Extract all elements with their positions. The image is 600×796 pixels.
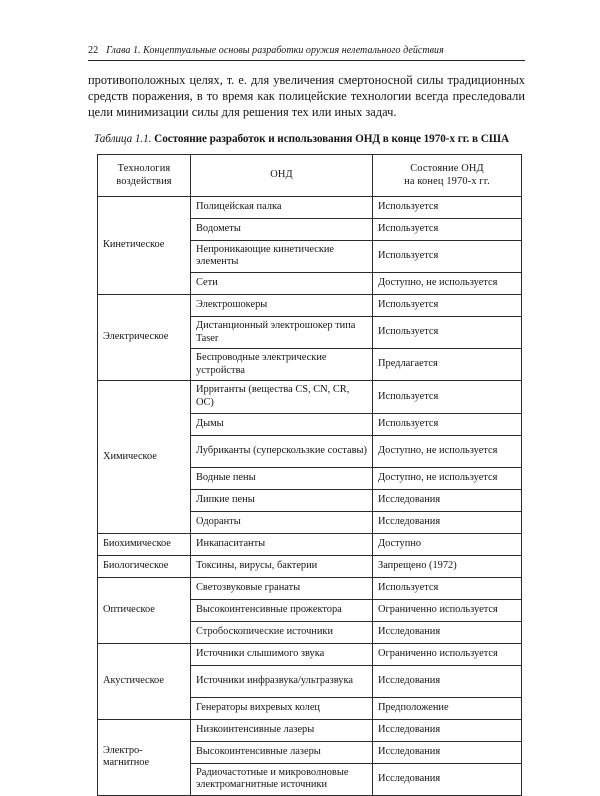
- table-title: Состояние разработок и использования ОНД в конце 1970-х гг. в США: [154, 132, 509, 145]
- category-cell: Биохимическое: [98, 533, 191, 555]
- state-cell: Доступно, не используется: [373, 467, 522, 489]
- state-cell: Исследования: [373, 763, 522, 795]
- table-header-row: [98, 154, 522, 196]
- state-cell: Доступно, не используется: [373, 435, 522, 467]
- ond-cell: Липкие пены: [191, 489, 373, 511]
- chapter-title: Глава 1. Концептуальные основы разработки оружия нелетального действия: [106, 45, 444, 56]
- ond-cell: Светозвуковые гранаты: [191, 577, 373, 599]
- state-cell: Доступно, не используется: [373, 272, 522, 294]
- state-cell: Исследования: [373, 741, 522, 763]
- ond-cell: Дистанционный электрошокер типа Taser: [191, 316, 373, 348]
- header-rule: [88, 60, 525, 61]
- ond-cell: Токсины, вирусы, бактерии: [191, 555, 373, 577]
- ond-cell: Лубриканты (суперскользкие составы): [191, 435, 373, 467]
- table-row: [98, 196, 522, 218]
- category-cell: Химическое: [98, 381, 191, 533]
- table-row: [98, 381, 522, 413]
- ond-cell: Высокоинтенсивные прожектора: [191, 599, 373, 621]
- state-cell: Используется: [373, 577, 522, 599]
- state-cell: Исследования: [373, 719, 522, 741]
- header-state-line2: на конец 1970-х гг.: [404, 175, 490, 187]
- state-cell: Используется: [373, 294, 522, 316]
- ond-status-table: [97, 154, 522, 796]
- category-cell: Биологическое: [98, 555, 191, 577]
- ond-cell: Низкоинтенсивные лазеры: [191, 719, 373, 741]
- state-cell: Ограниченно используется: [373, 643, 522, 665]
- state-cell: Используется: [373, 218, 522, 240]
- state-cell: Доступно: [373, 533, 522, 555]
- ond-cell: Полицейская палка: [191, 196, 373, 218]
- table-row: [98, 643, 522, 665]
- ond-cell: Дымы: [191, 413, 373, 435]
- header-technology: [98, 154, 191, 196]
- category-cell: Электрическое: [98, 294, 191, 380]
- ond-cell: Водометы: [191, 218, 373, 240]
- state-cell: Используется: [373, 413, 522, 435]
- table-row: [98, 719, 522, 741]
- table-row: [98, 533, 522, 555]
- ond-cell: Электрошокеры: [191, 294, 373, 316]
- header-technology-line2: воздействия: [116, 175, 172, 187]
- state-cell: Ограниченно используется: [373, 599, 522, 621]
- table-caption: [94, 132, 522, 147]
- ond-cell: Источники слышимого звука: [191, 643, 373, 665]
- header-technology-line1: Технология: [117, 162, 171, 174]
- table-body: [98, 196, 522, 795]
- state-cell: Предположение: [373, 697, 522, 719]
- state-cell: Исследования: [373, 511, 522, 533]
- state-cell: Используется: [373, 316, 522, 348]
- body-paragraph: [88, 72, 525, 120]
- state-cell: Исследования: [373, 489, 522, 511]
- state-cell: Исследования: [373, 665, 522, 697]
- table-container: [97, 154, 521, 796]
- table-row: [98, 294, 522, 316]
- table-head: [98, 154, 522, 196]
- state-cell: Используется: [373, 381, 522, 413]
- header-ond: ОНД: [191, 154, 373, 196]
- category-cell: Оптическое: [98, 577, 191, 643]
- ond-cell: Высокоинтенсивные лазеры: [191, 741, 373, 763]
- header-state: [373, 154, 522, 196]
- ond-cell: Инкапаситанты: [191, 533, 373, 555]
- ond-cell: Стробоскопические источники: [191, 621, 373, 643]
- ond-cell: Генераторы вихревых колец: [191, 697, 373, 719]
- ond-cell: Беспроводные электрические устройства: [191, 349, 373, 381]
- state-cell: Запрещено (1972): [373, 555, 522, 577]
- ond-cell: Водные пены: [191, 467, 373, 489]
- category-cell: Акустическое: [98, 643, 191, 719]
- paragraph-text: противоположных целях, т. е. для увеличения смертоносной силы традиционных средств поражения, в то время как полицейские технологии всегда преследовали цели минимизации силы для решения тех или иных задач.: [88, 72, 525, 119]
- running-head: [88, 44, 522, 57]
- ond-cell: Ирританты (вещества CS, CN, CR, OC): [191, 381, 373, 413]
- state-cell: Исследования: [373, 621, 522, 643]
- page-number: 22: [88, 45, 99, 56]
- ond-cell: Одоранты: [191, 511, 373, 533]
- state-cell: Используется: [373, 240, 522, 272]
- table-row: [98, 577, 522, 599]
- header-state-line1: Состояние ОНД: [410, 162, 484, 174]
- category-line2: магнитное: [103, 757, 150, 769]
- category-cell: Кинетическое: [98, 196, 191, 294]
- category-cell: [98, 719, 191, 795]
- table-row: [98, 555, 522, 577]
- category-line1: Электро-: [103, 744, 143, 756]
- ond-cell: Непроникающие кинетические элементы: [191, 240, 373, 272]
- ond-cell: Сети: [191, 272, 373, 294]
- ond-cell: Радиочастотные и микроволновые электромагнитные источники: [191, 763, 373, 795]
- ond-cell: Источники инфразвука/ультразвука: [191, 665, 373, 697]
- state-cell: Предлагается: [373, 349, 522, 381]
- state-cell: Используется: [373, 196, 522, 218]
- table-number: Таблица 1.1.: [94, 132, 152, 145]
